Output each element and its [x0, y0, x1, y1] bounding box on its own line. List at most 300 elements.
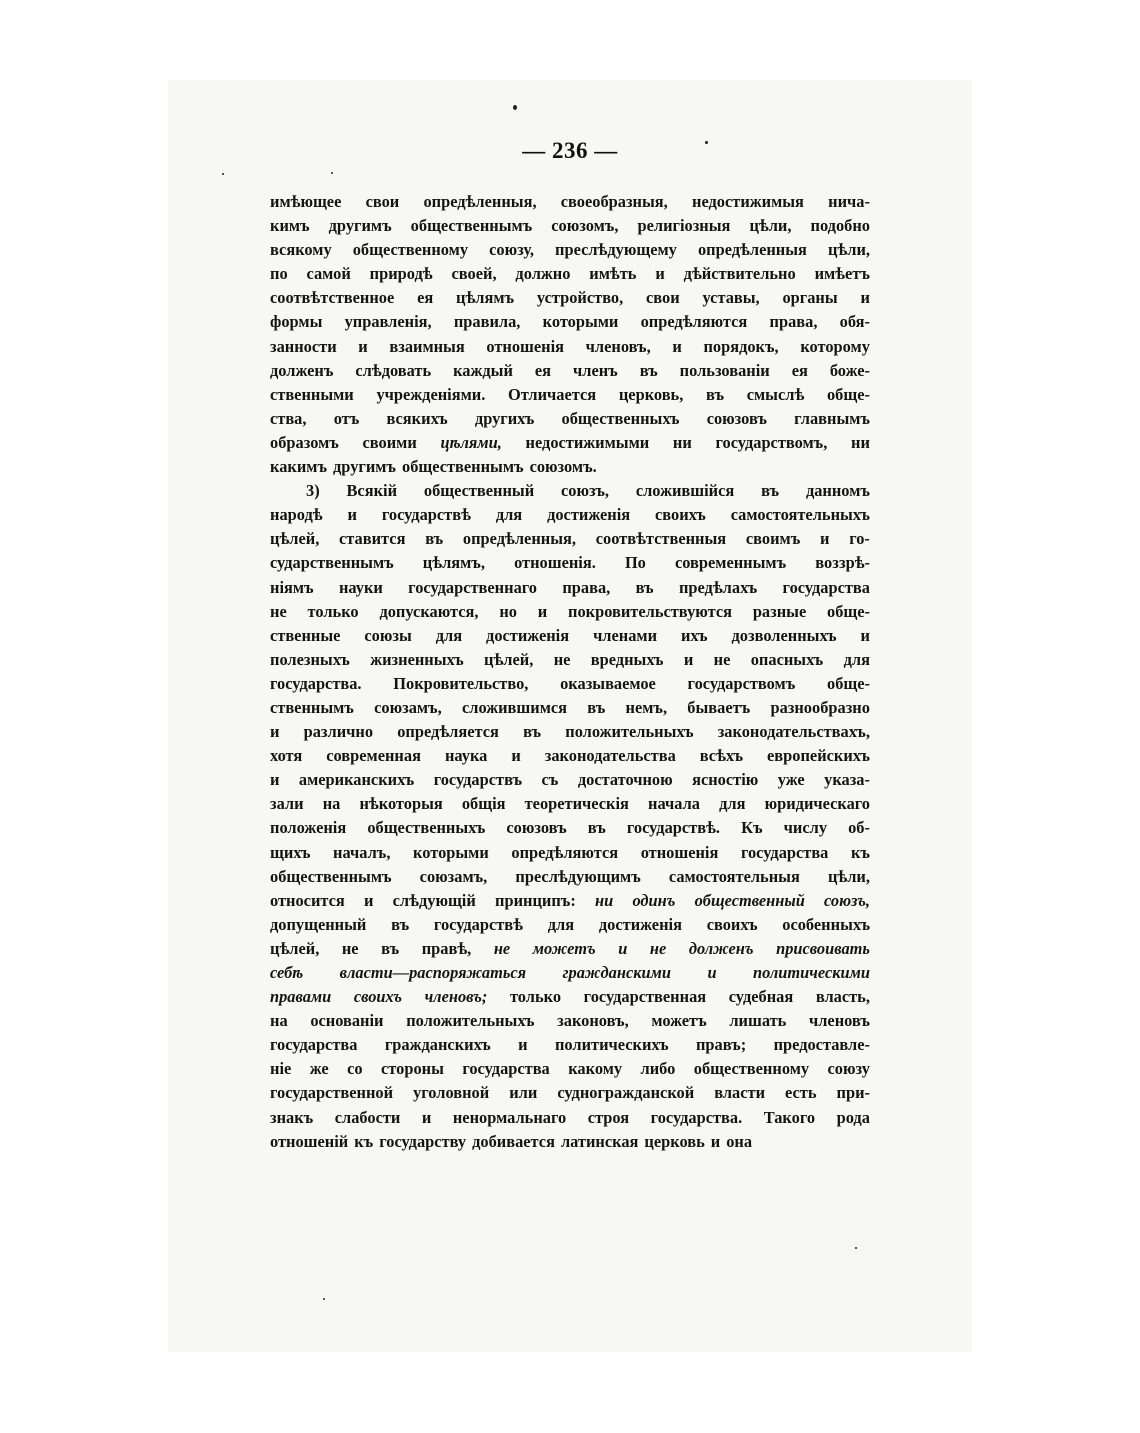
word: правила,: [453, 312, 521, 332]
word: и: [421, 1107, 432, 1127]
word: государственная: [583, 987, 707, 1007]
word: не: [649, 938, 667, 958]
text-line: [270, 359, 870, 383]
text-line: [270, 1106, 870, 1130]
word: только: [509, 987, 562, 1007]
word: жизненныхъ: [370, 649, 464, 669]
word: взаимныя: [389, 336, 465, 356]
scan-speck: [323, 1298, 325, 1300]
word: общественному: [352, 240, 469, 260]
word: отношенія: [486, 336, 565, 356]
word: добивается: [472, 1131, 555, 1151]
word: государствомъ: [687, 673, 796, 693]
word: опредѣленныя,: [423, 192, 537, 211]
word: въ: [523, 722, 542, 742]
word: союзамъ,: [419, 866, 488, 886]
text-line: [270, 527, 870, 551]
word: ненормальнаго: [452, 1107, 567, 1127]
word: немъ,: [625, 697, 668, 717]
word: какимъ: [270, 457, 327, 477]
word: и: [683, 649, 694, 669]
word: допускаются,: [379, 601, 479, 621]
word: принципъ:: [495, 890, 576, 910]
word: имѣетъ: [814, 264, 870, 284]
word: порядокъ,: [703, 336, 779, 356]
word: соотвѣтственное: [270, 288, 395, 308]
word: ства,: [270, 408, 307, 428]
text-line: [270, 1033, 870, 1057]
word: другимъ: [333, 457, 396, 477]
word: не: [270, 601, 287, 621]
word: въ: [587, 697, 606, 717]
word: имѣть: [589, 264, 637, 284]
word: имѣющее: [270, 192, 342, 211]
word: управленія,: [344, 312, 432, 332]
word: ни: [672, 432, 692, 452]
word: должно: [515, 264, 571, 284]
word: союзовъ: [706, 408, 767, 428]
word: ея: [534, 360, 552, 380]
body-text: [270, 190, 870, 1154]
word: своихъ: [655, 505, 706, 525]
word: долженъ: [270, 360, 334, 380]
word: она: [726, 1131, 753, 1151]
word: хотя: [270, 746, 303, 766]
word: рода: [836, 1107, 870, 1127]
word: нича-: [828, 192, 870, 211]
scan-speck: [705, 141, 708, 144]
text-line: [270, 310, 870, 334]
word: государства: [740, 842, 829, 862]
word: опредѣляется: [397, 722, 499, 742]
word: различно: [303, 722, 374, 742]
word: сударственнымъ: [270, 553, 394, 573]
word: своихъ: [706, 914, 758, 934]
word: предоставле-: [773, 1035, 870, 1055]
word: положительныхъ: [406, 1011, 535, 1031]
word: достиженія: [486, 625, 570, 645]
word: ставится: [339, 529, 406, 549]
word: европейскихъ: [767, 746, 870, 766]
word: опредѣляются: [511, 842, 619, 862]
word: правъ;: [695, 1035, 747, 1055]
word: законодательствахъ,: [717, 722, 870, 742]
word: Покровительство,: [393, 673, 529, 693]
word: достаточною: [577, 770, 673, 790]
word: уголовной: [413, 1083, 490, 1103]
word: союзы: [364, 625, 412, 645]
word: со: [347, 1059, 363, 1079]
word: цѣлей,: [270, 529, 320, 549]
word: для: [547, 914, 575, 934]
word: правѣ,: [421, 938, 472, 958]
word: современнымъ: [675, 553, 787, 573]
word: вредныхъ: [590, 649, 664, 669]
text-line: [270, 1081, 870, 1105]
text-line: [270, 1009, 870, 1033]
word: органы: [782, 288, 838, 308]
text-line: [270, 479, 870, 503]
page-number: — 236 —: [522, 138, 618, 163]
word: союзомъ.: [529, 457, 597, 477]
word: по: [270, 264, 288, 284]
word: себѣ: [270, 963, 304, 982]
text-line: [270, 190, 870, 214]
word: юридическаго: [764, 794, 870, 814]
scan-speck: [513, 105, 517, 110]
word: обще-: [826, 384, 870, 404]
word: только: [307, 601, 359, 621]
word: пользованіи: [679, 360, 770, 380]
word: общественнымъ: [410, 216, 533, 236]
word: на: [322, 794, 341, 814]
word: для: [719, 794, 746, 814]
word: природѣ: [369, 264, 433, 284]
word: политическими: [752, 963, 870, 982]
word: для: [435, 625, 463, 645]
word: цѣли,: [749, 216, 792, 236]
word: 3): [306, 481, 320, 501]
word: не: [713, 649, 731, 669]
word: недостижимыя: [692, 192, 804, 211]
word: и: [270, 722, 280, 742]
word: недостижимыми: [525, 432, 650, 452]
scan-speck: [222, 173, 224, 175]
word: подобно: [810, 216, 870, 236]
word: современная: [326, 746, 421, 766]
word: разные: [752, 601, 807, 621]
word: своеобразныя,: [560, 192, 668, 211]
word: и: [537, 601, 548, 621]
word: какому: [568, 1059, 623, 1079]
word: цѣлей,: [270, 938, 320, 958]
word: ственные: [270, 625, 341, 645]
word: слѣдовать: [355, 360, 432, 380]
word: союзу: [827, 1059, 870, 1079]
word: и: [511, 746, 521, 766]
word: формы: [270, 312, 323, 332]
text-line: [270, 335, 870, 359]
text-line: [270, 262, 870, 286]
word: къ: [354, 1131, 374, 1151]
text-line: [270, 744, 870, 768]
word: смыслѣ: [746, 384, 805, 404]
word: же: [309, 1059, 329, 1079]
word: не: [553, 649, 571, 669]
word: государственной: [270, 1083, 394, 1103]
word: союзъ,: [561, 481, 609, 501]
word: одинъ: [632, 890, 676, 910]
text-line: [270, 600, 870, 624]
word: знакъ: [270, 1107, 314, 1127]
word: Къ: [741, 818, 763, 838]
word: сложившимся: [461, 697, 567, 717]
word: своихъ: [353, 987, 402, 1007]
word: самой: [306, 264, 351, 284]
word: власть,: [815, 987, 870, 1007]
word: и: [358, 336, 368, 356]
word: относится: [270, 890, 345, 910]
word: присвоивать: [776, 938, 870, 958]
word: ніямъ: [270, 577, 314, 597]
word: и: [820, 529, 830, 549]
word: отношеній: [270, 1131, 349, 1151]
word: либо: [640, 1059, 676, 1079]
word: политическихъ: [554, 1035, 669, 1055]
word: главнымъ: [794, 408, 870, 428]
word: членовъ;: [424, 987, 488, 1007]
word: не: [493, 938, 511, 958]
text-line: [270, 889, 870, 913]
word: и: [710, 1131, 721, 1151]
word: Отличается: [508, 384, 597, 404]
word: гражданскими: [562, 963, 672, 982]
word: особенныхъ: [782, 914, 870, 934]
word: каждый: [453, 360, 513, 380]
word: свои: [646, 288, 680, 308]
word: цѣли,: [827, 866, 870, 886]
text-line: [270, 431, 870, 455]
word: на: [270, 1011, 288, 1031]
word: въ: [761, 481, 780, 501]
word: и: [347, 505, 357, 525]
text-line: [270, 383, 870, 407]
word: дозволенныхъ: [731, 625, 837, 645]
word: членъ: [573, 360, 618, 380]
word: въ: [391, 914, 410, 934]
word: членовъ: [808, 1011, 870, 1031]
word: правами: [270, 987, 332, 1007]
text-line: [270, 937, 870, 961]
word: теоретическія: [524, 794, 629, 814]
word: начала: [648, 794, 700, 814]
text-line: [270, 214, 870, 238]
word: союзовъ: [506, 818, 567, 838]
word: соотвѣтственныя: [595, 529, 727, 549]
word: общественнымъ: [270, 866, 392, 886]
text-line: [270, 816, 870, 840]
word: въ: [381, 938, 400, 958]
word: наука: [444, 746, 488, 766]
word: положенія: [270, 818, 347, 838]
word: достиженія: [598, 914, 682, 934]
text-line: [270, 792, 870, 816]
word: свои: [365, 192, 400, 211]
word: ея: [417, 288, 434, 308]
text-line: [270, 503, 870, 527]
word: щихъ: [270, 842, 311, 862]
text-line: [270, 961, 870, 985]
word: ни: [595, 890, 614, 910]
word: занности: [270, 336, 337, 356]
word: отъ: [333, 408, 360, 428]
word: общественный: [423, 481, 535, 501]
word: зали: [270, 794, 304, 814]
word: общественному: [693, 1059, 810, 1079]
word: основаніи: [310, 1011, 384, 1031]
word: народѣ: [270, 505, 323, 525]
word: которому: [800, 336, 870, 356]
word: общественнымъ: [402, 457, 524, 477]
word: ни: [851, 432, 870, 452]
word: преслѣдующему: [555, 240, 677, 260]
word: которыми: [413, 842, 489, 862]
scan-speck: [331, 172, 333, 174]
word: государства: [782, 577, 870, 597]
word: государствѣ.: [626, 818, 721, 838]
word: опредѣленныя,: [462, 529, 576, 549]
word: которыми: [542, 312, 619, 332]
word: цѣлямъ,: [422, 553, 485, 573]
word: и: [672, 336, 682, 356]
word: членовъ,: [585, 336, 651, 356]
text-line: [270, 913, 870, 937]
word: власти: [714, 1083, 766, 1103]
word: цѣлей,: [484, 649, 534, 669]
word: церковь: [644, 1131, 705, 1151]
word: въ: [587, 818, 606, 838]
text-line: [270, 985, 870, 1009]
text-line: [270, 841, 870, 865]
word: всѣхъ: [699, 746, 744, 766]
word: государствъ: [433, 770, 523, 790]
word: указа-: [824, 770, 870, 790]
word: опредѣленныя: [697, 240, 807, 260]
text-line: [270, 576, 870, 600]
word: оказываемое: [560, 673, 656, 693]
word: ея: [791, 360, 808, 380]
word: боже-: [829, 360, 870, 380]
word: нѣкоторыя: [359, 794, 443, 814]
word: въ: [425, 529, 444, 549]
word: къ: [850, 842, 870, 862]
word: началъ,: [333, 842, 391, 862]
word: или: [509, 1083, 538, 1103]
word: для: [495, 505, 523, 525]
scan-speck: [855, 1247, 857, 1249]
word: обще-: [827, 601, 870, 621]
word: государствѣ: [381, 505, 471, 525]
text-line: [270, 720, 870, 744]
word: при-: [836, 1083, 870, 1103]
word: и: [618, 938, 628, 958]
word: цѣлямъ: [456, 288, 515, 308]
word: дѣйствительно: [683, 264, 796, 284]
word: союзъ,: [824, 890, 870, 910]
word: отношенія: [640, 842, 719, 862]
text-line: [270, 238, 870, 262]
word: и: [655, 264, 665, 284]
word: достиженія: [547, 505, 631, 525]
word: ясностію: [692, 770, 759, 790]
word: всякому: [270, 240, 332, 260]
text-line: [270, 696, 870, 720]
word: въ: [706, 384, 725, 404]
word: общественный: [694, 890, 805, 910]
word: ихъ: [680, 625, 708, 645]
word: союзамъ,: [374, 697, 442, 717]
word: разнообразно: [770, 697, 870, 717]
word: стороны: [381, 1059, 444, 1079]
word: другихъ: [474, 408, 535, 428]
word: общія: [461, 794, 506, 814]
word: ніе: [270, 1059, 292, 1079]
word: всякихъ: [386, 408, 448, 428]
word: кимъ: [270, 216, 310, 236]
word: обще-: [827, 673, 870, 693]
word: покровительствуются: [568, 601, 733, 621]
text-line: [270, 1130, 870, 1154]
word: воззрѣ-: [815, 553, 870, 573]
word: съ: [541, 770, 559, 790]
word: долженъ: [688, 938, 754, 958]
word: законовъ,: [557, 1011, 629, 1031]
word: Такого: [763, 1107, 816, 1127]
word: строя: [587, 1107, 630, 1127]
word: можетъ: [651, 1011, 707, 1031]
text-line: [270, 768, 870, 792]
word: уставы,: [702, 288, 760, 308]
word: права,: [562, 577, 611, 597]
word: По: [624, 553, 646, 573]
word: не: [341, 938, 359, 958]
word: американскихъ: [298, 770, 415, 790]
word: об-: [848, 818, 870, 838]
word: бываетъ: [687, 697, 751, 717]
word: въ: [635, 577, 654, 597]
text-line: [270, 624, 870, 648]
word: религіозныя: [637, 216, 731, 236]
word: судебная: [728, 987, 794, 1007]
word: для: [843, 649, 870, 669]
word: и: [518, 1035, 528, 1055]
word: ственнымъ: [270, 697, 354, 717]
word: го-: [849, 529, 870, 549]
word: сложившійся: [635, 481, 735, 501]
text-line: [270, 865, 870, 889]
word: латинская: [560, 1131, 639, 1151]
word: науки: [338, 577, 383, 597]
word: устройство,: [536, 288, 624, 308]
word: слабости: [334, 1107, 401, 1127]
word: судногражданской: [557, 1083, 695, 1103]
word: своей,: [451, 264, 497, 284]
word: государства: [462, 1059, 550, 1079]
word: и: [270, 770, 280, 790]
word: государства.: [270, 673, 362, 693]
text-line: [270, 1057, 870, 1081]
word: государствомъ,: [715, 432, 828, 452]
text-line: [270, 551, 870, 575]
word: государства: [270, 1035, 358, 1055]
word: данномъ: [805, 481, 870, 501]
word: самостоятельныя: [668, 866, 800, 886]
word: союзу,: [489, 240, 534, 260]
word: государственнаго: [408, 577, 537, 597]
word: предѣлахъ: [678, 577, 758, 597]
word: лишать: [729, 1011, 787, 1031]
word: Всякій: [346, 481, 398, 501]
word: церковь,: [618, 384, 684, 404]
word: общественныхъ: [561, 408, 680, 428]
word: въ: [639, 360, 658, 380]
word: числу: [783, 818, 828, 838]
text-line: [270, 286, 870, 310]
word: есть: [785, 1083, 817, 1103]
word: опасныхъ: [750, 649, 824, 669]
word: гражданскихъ: [384, 1035, 491, 1055]
word: но: [499, 601, 517, 621]
